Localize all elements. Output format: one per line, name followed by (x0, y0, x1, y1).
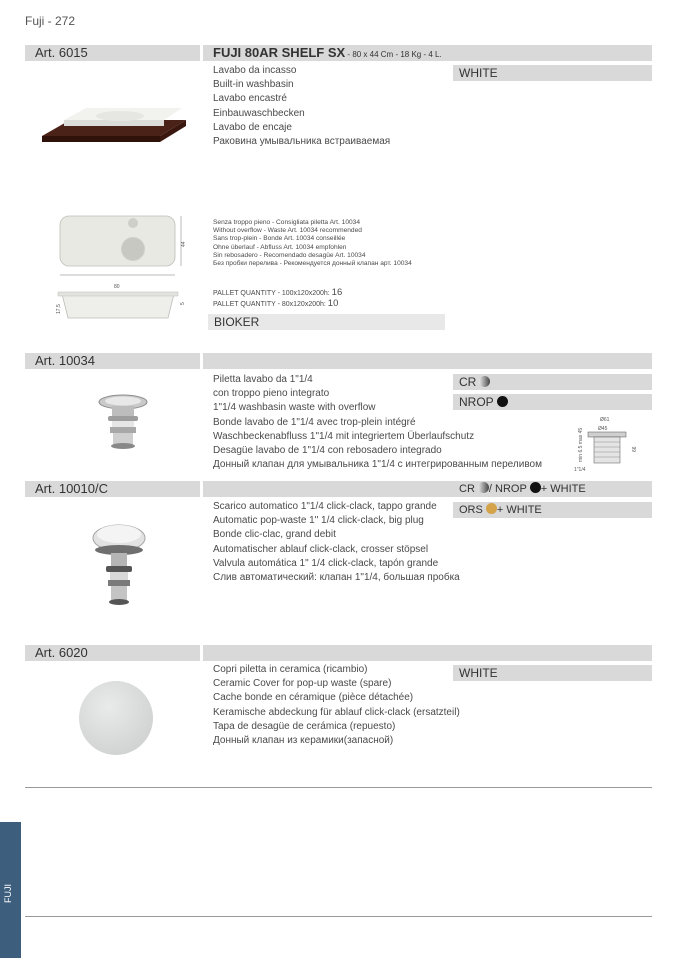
desc-en: Automatic pop-waste 1" 1/4 click-clack, big plug (213, 515, 424, 527)
dimension-thread: 1"1/4 (574, 467, 586, 473)
desc-fr: Lavabo encastré (213, 93, 287, 105)
pallet-quantities (213, 288, 342, 310)
article-number-10034: Art. 10034 (25, 353, 200, 369)
desc-es: Tapa de desagüe de cerámica (repuesto) (213, 720, 396, 732)
pallet-row-2: PALLET QUANTITY - 80x120x200h: 10 (213, 298, 339, 309)
desc-ru: Донный клапан для умывальника 1"1/4 с интегрированным переливом (213, 459, 542, 471)
dimension-d61: Ø61 (600, 417, 610, 423)
side-tab (0, 822, 21, 958)
desc-ru: Донный клапан из керамики(запасной) (213, 735, 394, 747)
gold-swatch-icon (486, 503, 497, 514)
finish-white: WHITE (453, 65, 652, 81)
chrome-swatch-icon (479, 376, 490, 387)
desc-ru: Слив автоматический: клапан 1"1/4, большая пробка (213, 572, 460, 584)
note-en: Without overflow - Waste Art. 10034 recommended (213, 227, 362, 235)
product-title: FUJI 80AR SHELF SX - 80 x 44 Cm - 18 Kg - 4 L. (203, 45, 652, 61)
note-it: Senza troppo pieno - Consigliata piletta Art. 10034 (213, 219, 360, 226)
pop-waste-photo (86, 520, 152, 610)
desc-ru: Раковина умывальника встраиваемая (213, 136, 391, 148)
dimension-width: 80 (114, 284, 120, 290)
desc-de: Einbauwaschbecken (213, 107, 305, 119)
desc-it: Lavabo da incasso (213, 65, 297, 76)
desc-de: Keramische abdeckung für ablauf click-clack (ersatzteil) (213, 706, 460, 718)
pallet-row-1: PALLET QUANTITY - 100x120x200h: 16 (213, 287, 343, 298)
note-de: Ohne überlauf - Abfluss Art. 10034 empfohlen (213, 243, 347, 251)
waste-technical-drawing (566, 414, 638, 474)
dimension-inner: 5 (180, 302, 186, 305)
finish-nrop: NROP (453, 394, 652, 410)
desc-en: Built-in washbasin (213, 79, 294, 91)
material-badge: BIOKER (208, 314, 445, 330)
desc-en: 1"1/4 washbasin waste with overflow (213, 402, 376, 414)
desc-de: Waschbeckenabfluss 1"1/4 mit integriertem Überlaufschutz (213, 430, 475, 442)
black-swatch-icon (497, 396, 508, 407)
finish-cr: CR (453, 374, 652, 390)
desc-de: Automatischer ablauf click-clack, crosser stöpsel (213, 543, 429, 555)
article-title-bar (203, 353, 652, 369)
dimension-range: min 6.5 max 45 (578, 427, 584, 462)
description-6020 (213, 663, 460, 748)
dimension-depth: 44 (181, 241, 187, 247)
description-6015 (213, 64, 390, 149)
overflow-notes (213, 219, 412, 268)
desc-en: Ceramic Cover for pop-up waste (spare) (213, 678, 392, 690)
desc-es: Lavabo de encaje (213, 121, 292, 133)
note-es: Sin rebosadero - Recomendado desagüe Art. 10034 (213, 251, 366, 259)
ceramic-cover-photo (78, 680, 154, 756)
finish-cr-nrop-white: CR / NROP + WHITE (453, 481, 652, 497)
desc-es: Desagüe lavabo de 1"1/4 con rebosadero integrado (213, 445, 442, 457)
desc-fr: Cache bonde en céramique (pièce détachée) (213, 692, 414, 704)
article-number-10010c: Art. 10010/C (25, 481, 200, 497)
washbasin-photo (40, 90, 188, 150)
description-10010c (213, 500, 460, 585)
desc-it: Copri piletta in ceramica (ricambio) (213, 664, 368, 675)
note-fr: Sans trop-plein - Bonde Art. 10034 conseillée (213, 235, 346, 243)
desc-fr: Bonde clic-clac, grand debit (213, 529, 336, 541)
waste-photo (88, 392, 158, 454)
footer-divider (25, 916, 652, 917)
desc-it: Scarico automatico 1"1/4 click-clack, tappo grande (213, 501, 437, 512)
washbasin-technical-drawing (46, 212, 191, 324)
side-tab-label: FUJI (3, 884, 13, 903)
note-ru: Без пробки перелива - Рекомендуется донный клапан арт. 10034 (213, 260, 412, 268)
desc-it-2: con troppo pieno integrato (213, 388, 330, 400)
chrome-swatch-icon (478, 482, 489, 493)
desc-fr: Bonde lavabo de 1"1/4 avec trop-plein intégré (213, 416, 416, 428)
product-specs: - 80 x 44 Cm - 18 Kg - 4 L. (345, 50, 442, 59)
finish-white: WHITE (453, 665, 652, 681)
article-number-6015: Art. 6015 (25, 45, 200, 61)
black-swatch-icon (530, 482, 541, 493)
article-title-bar (203, 645, 652, 661)
article-number-6020: Art. 6020 (25, 645, 200, 661)
dimension-height: 17,5 (56, 304, 62, 314)
desc-it: Piletta lavabo da 1"1/4 (213, 374, 313, 385)
dimension-height: 66 (632, 446, 638, 452)
finish-ors-white: ORS + WHITE (453, 502, 652, 518)
page-number: Fuji - 272 (25, 14, 76, 28)
section-divider (25, 787, 652, 788)
dimension-d45: Ø45 (598, 426, 608, 432)
desc-es: Valvula automática 1" 1/4 click-clack, tapón grande (213, 557, 439, 569)
